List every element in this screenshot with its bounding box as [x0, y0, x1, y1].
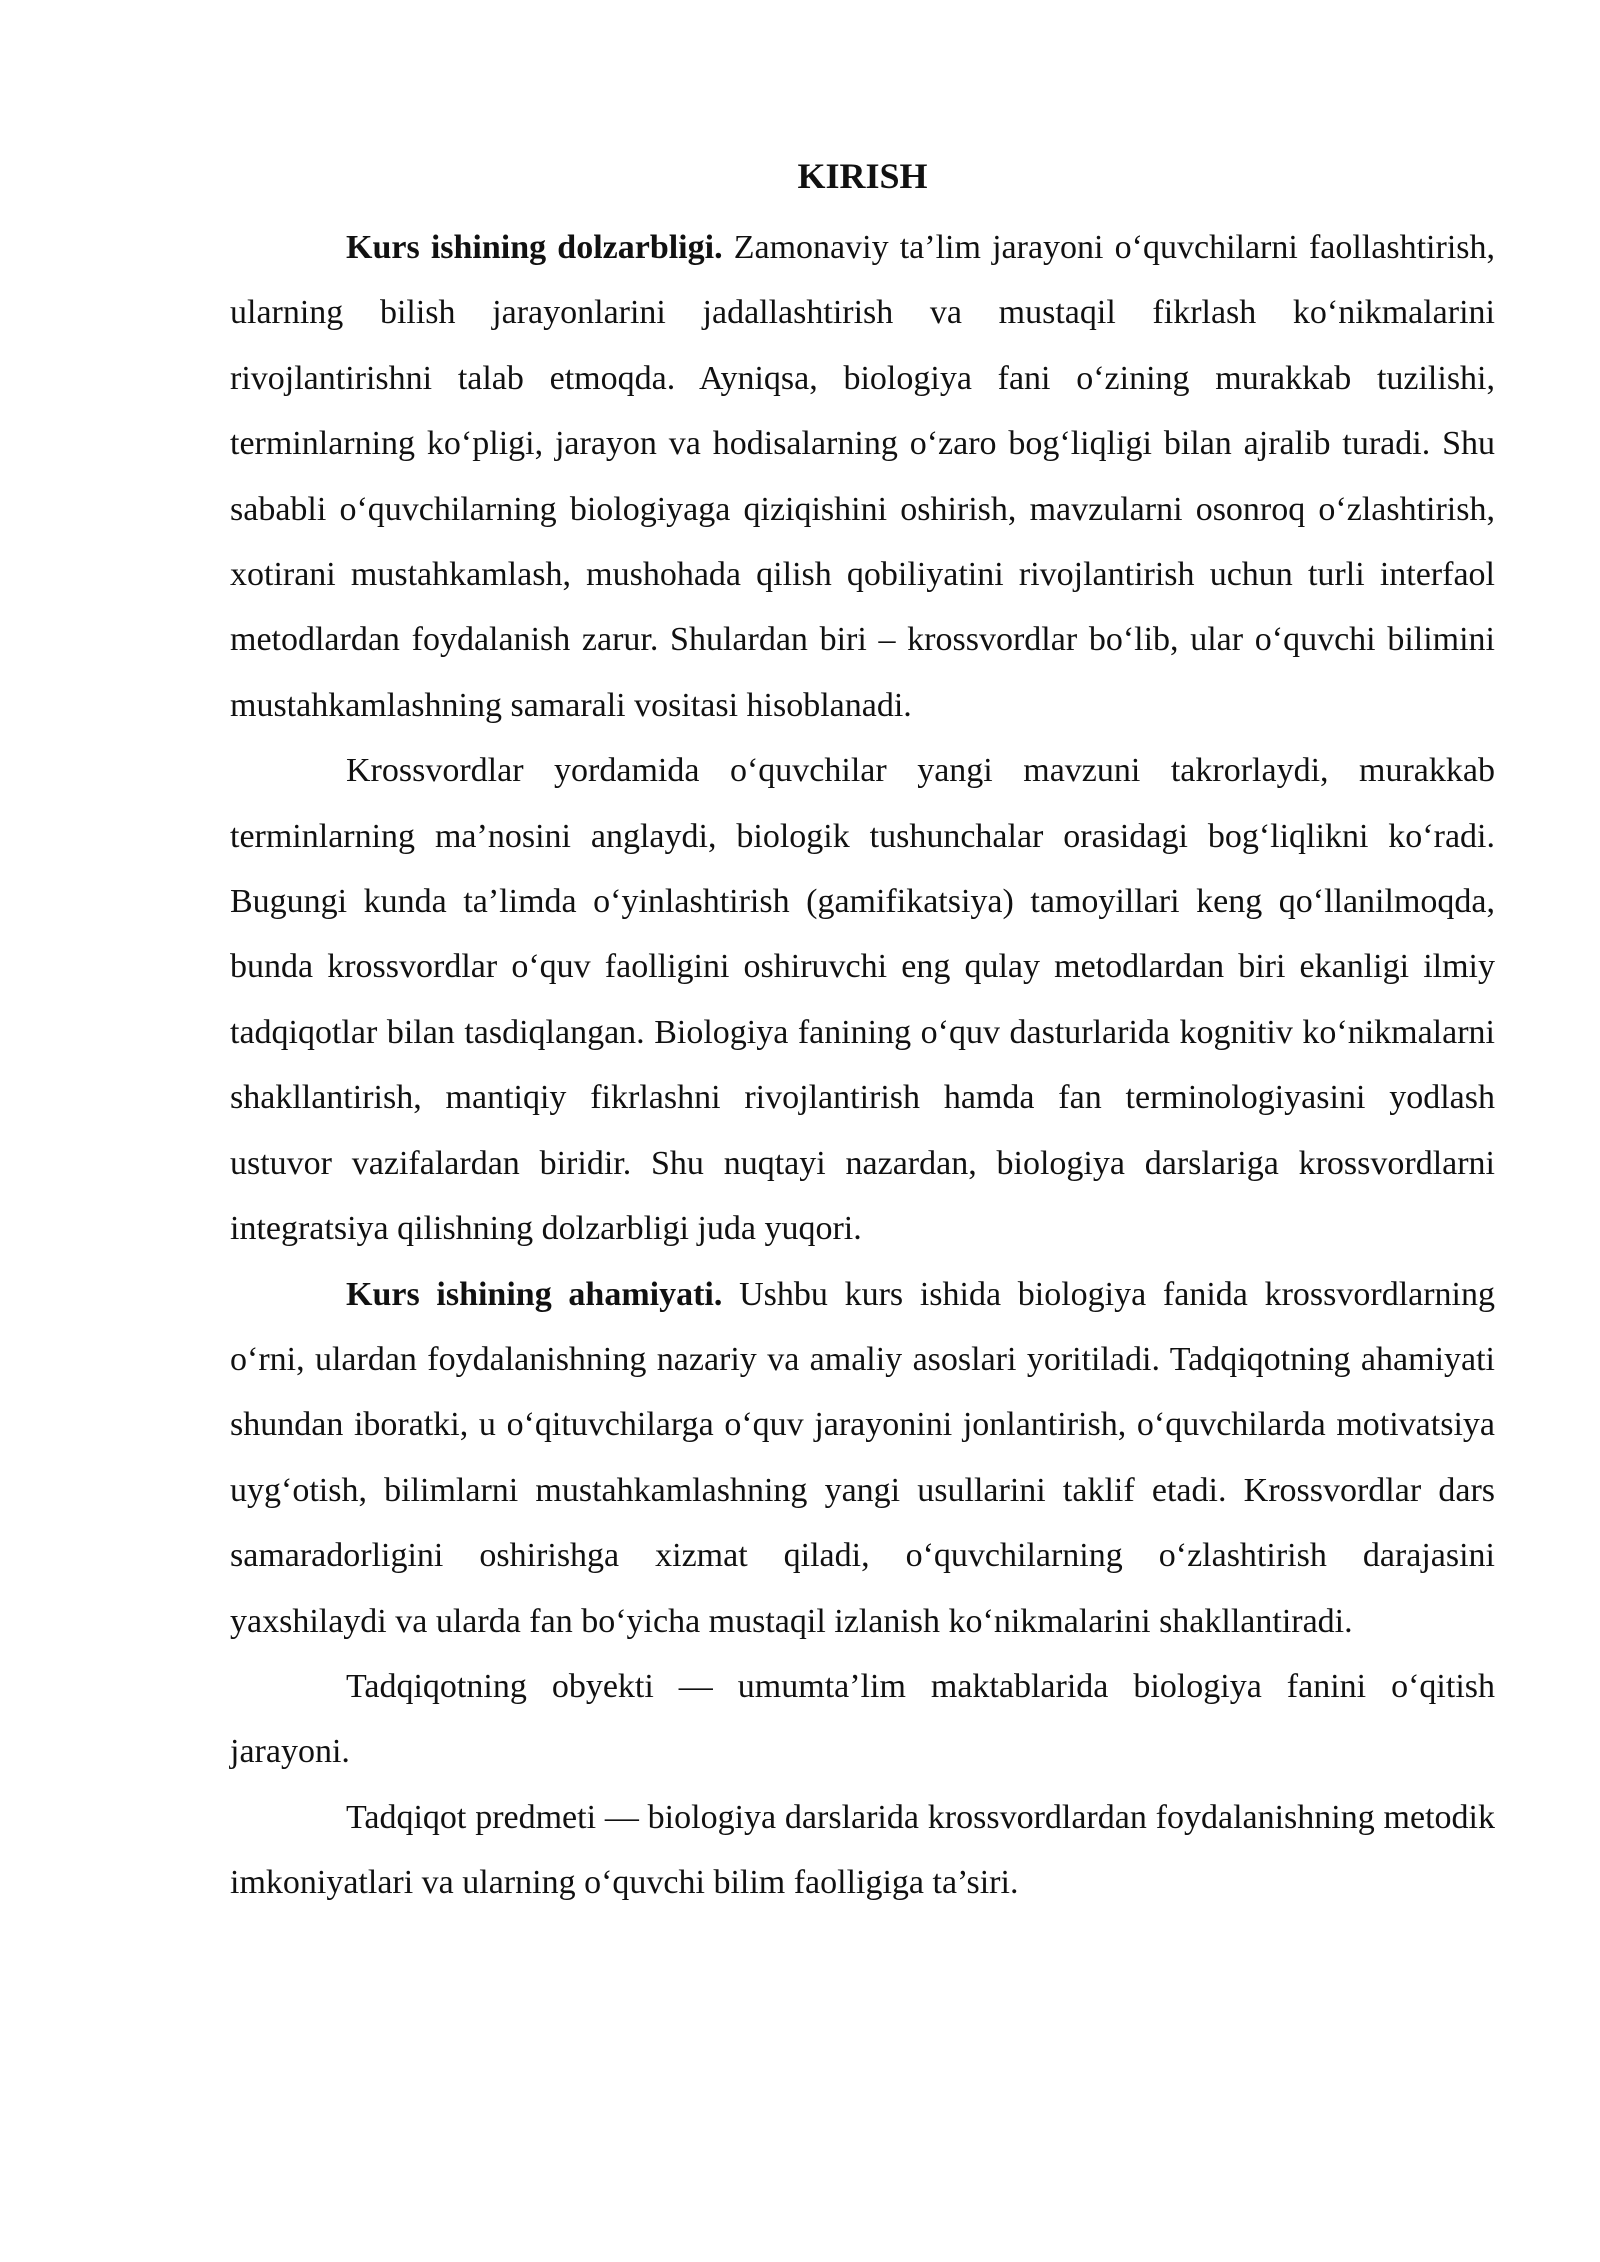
- paragraph-object: [230, 1654, 1495, 1785]
- paragraph-relevance: [230, 215, 1495, 738]
- paragraph-text: Ushbu kurs ishida biologiya fanida krossvordlarning o‘rni, ulardan foydalanishning nazariy va amaliy asoslari yoritiladi. Tadqiqotning ahamiyati shundan iboratki, u o‘qituvchilarga o‘quv jarayonini jonlantirish, o‘quvchilarda motivatsiya uyg‘otish, bilimlarni mustahkamlashning yangi usullarini taklif etadi. Krossvordlar dars samaradorligini oshirishga xizmat qiladi, o‘quvchilarning o‘zlashtirish darajasini yaxshilaydi va ularda fan bo‘yicha mustaqil izlanish ko‘nikmalarini shakllantiradi.: [230, 1275, 1495, 1640]
- paragraph-text: Tadqiqot predmeti — biologiya darslarida krossvordlardan foydalanishning metodik imkoniyatlari va ularning o‘quvchi bilim faolligiga ta’siri.: [230, 1798, 1495, 1902]
- paragraph-lead: Kurs ishining dolzarbligi.: [346, 229, 723, 266]
- paragraph-text: Zamonaviy ta’lim jarayoni o‘quvchilarni faollashtirish, ularning bilish jarayonlarini jadallashtirish va mustaqil fikrlash ko‘nikmalarini rivojlantirishni talab etmoqda. Ayniqsa, biologiya fani o‘zining murakkab tuzilishi, terminlarning ko‘pligi, jarayon va hodisalarning o‘zaro bog‘liqligi bilan ajralib turadi. Shu sababli o‘quvchilarning biologiyaga qiziqishini oshirish, mavzularni osonroq o‘zlashtirish, xotirani mustahkamlash, mushohada qilish qobiliyatini rivojlantirish uchun turli interfaol metodlardan foydalanish zarur. Shulardan biri – krossvordlar bo‘lib, ular o‘quvchi bilimini mustahkamlashning samarali vositasi hisoblanadi.: [230, 229, 1495, 724]
- paragraph-text: Krossvordlar yordamida o‘quvchilar yangi mavzuni takrorlaydi, murakkab terminlarning ma’nosini anglaydi, biologik tushunchalar orasidagi bog‘liqlikni ko‘radi. Bugungi kunda ta’limda o‘yinlashtirish (gamifikatsiya) tamoyillari keng qo‘llanilmoqda, bunda krossvordlar o‘quv faolligini oshiruvchi eng qulay metodlardan biri ekanligi ilmiy tadqiqotlar bilan tasdiqlangan. Biologiya fanining o‘quv dasturlarida kognitiv ko‘nikmalarni shakllantirish, mantiqiy fikrlashni rivojlantirish hamda fan terminologiyasini yodlash ustuvor vazifalardan biridir. Shu nuqtayi nazardan, biologiya darslariga krossvordlarni integratsiya qilishning dolzarbligi juda yuqori.: [230, 752, 1495, 1248]
- paragraph-lead: Kurs ishining ahamiyati.: [346, 1275, 723, 1313]
- paragraph-importance: [230, 1262, 1495, 1654]
- document-page: [230, 150, 1495, 1916]
- paragraph-text: Tadqiqotning obyekti — umumta’lim maktablarida biologiya fanini o‘qitish jarayoni.: [230, 1667, 1495, 1771]
- paragraph-subject: [230, 1785, 1495, 1916]
- section-heading: KIRISH: [797, 156, 928, 196]
- paragraph-crosswords: [230, 738, 1495, 1261]
